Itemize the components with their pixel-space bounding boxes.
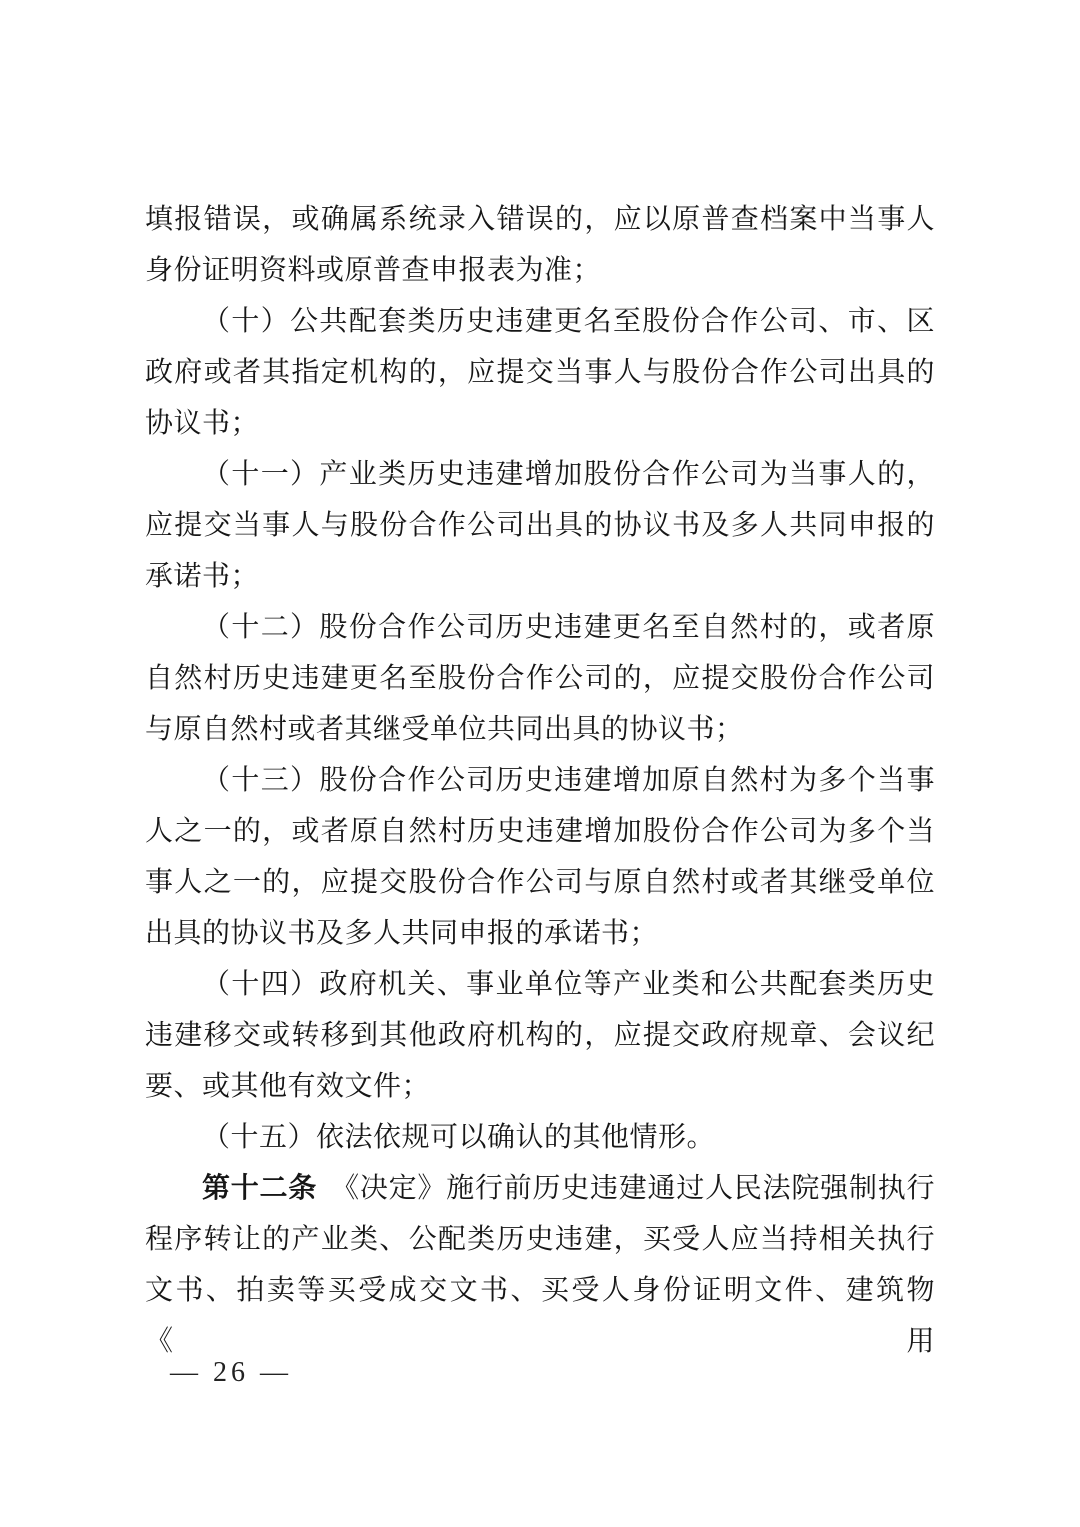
text-line: 应提交当事人与股份合作公司出具的协议书及多人共同申报的 [145,510,935,541]
text-line: 身份证明资料或原普查申报表为准； [145,255,602,286]
text-line: 填报错误，或确属系统录入错误的，应以原普查档案中当事人 [145,204,935,235]
text-line: 自然村历史违建更名至股份合作公司的，应提交股份合作公司 [145,663,935,694]
text-line: （十）公共配套类历史违建更名至股份合作公司、市、区 [202,306,935,337]
text-line: （十二）股份合作公司历史违建更名至自然村的，或者原 [202,612,935,643]
text-line: 人之一的，或者原自然村历史违建增加股份合作公司为多个当 [145,816,935,847]
text-line: （十一）产业类历史违建增加股份合作公司为当事人的， [202,459,935,490]
text-line [145,1163,935,1214]
text-line: （十四）政府机关、事业单位等产业类和公共配套类历史 [202,969,935,1000]
text-line: 文书、拍卖等买受成交文书、买受人身份证明文件、建筑物《用 [145,1275,935,1357]
text-line: 政府或者其指定机构的，应提交当事人与股份合作公司出具的 [145,357,935,388]
text-line: 事人之一的，应提交股份合作公司与原自然村或者其继受单位 [145,867,935,898]
text-line: 出具的协议书及多人共同申报的承诺书； [145,918,659,949]
line-text: 《决定》施行前历史违建通过人民法院强制执行 [331,1173,935,1204]
page-number: — 26 — [170,1357,292,1388]
text-line: 承诺书； [145,561,260,592]
text-line: 违建移交或转移到其他政府机构的，应提交政府规章、会议纪 [145,1020,935,1051]
document-body [145,194,935,1357]
text-line: （十五）依法依规可以确认的其他情形。 [202,1122,716,1153]
text-line: 协议书； [145,408,260,439]
article-number: 第十二条 [202,1173,318,1204]
text-line: 与原自然村或者其继受单位共同出具的协议书； [145,714,744,745]
text-line: （十三）股份合作公司历史违建增加原自然村为多个当事 [202,765,935,796]
text-line: 程序转让的产业类、公配类历史违建，买受人应当持相关执行 [145,1224,935,1255]
text-line: 要、或其他有效文件； [145,1071,431,1102]
